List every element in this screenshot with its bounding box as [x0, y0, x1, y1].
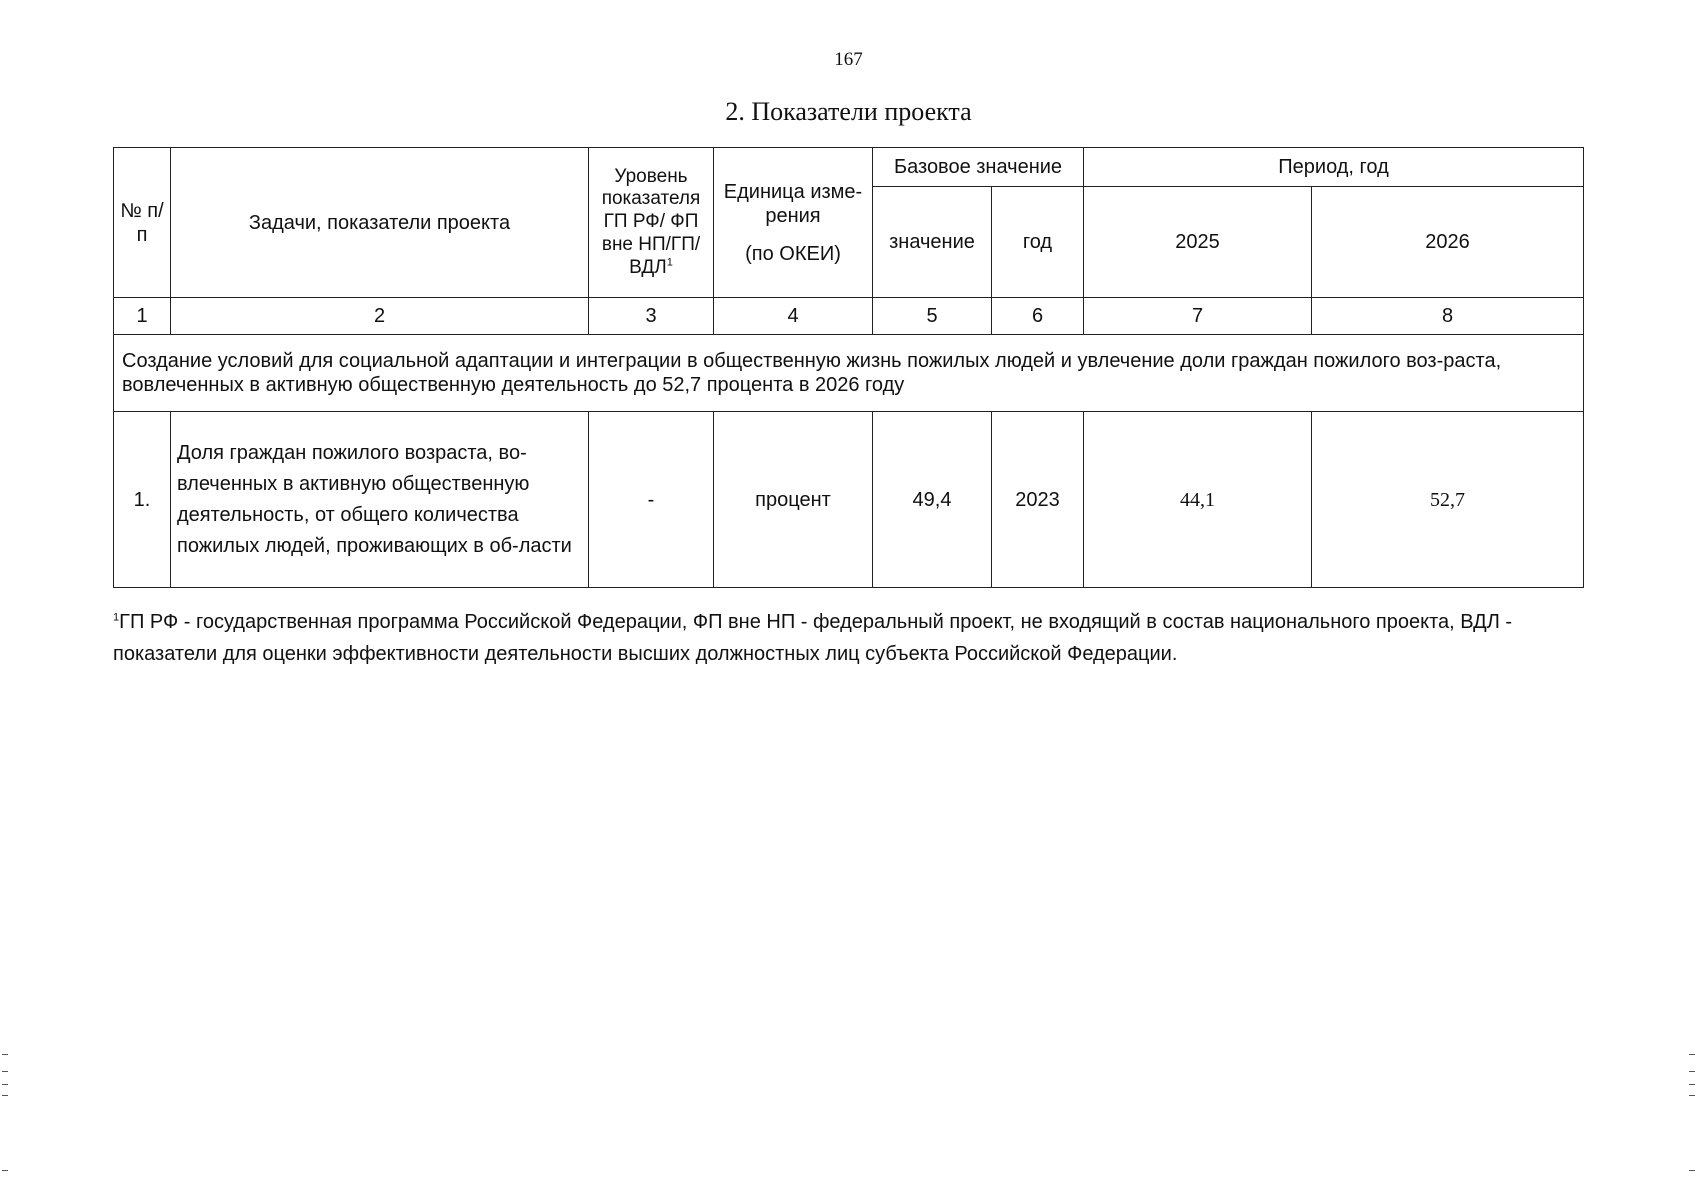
row-level: -: [589, 412, 714, 588]
edge-mark: [1689, 1095, 1695, 1096]
header-unit-line2: (по ОКЕИ): [745, 242, 841, 265]
column-number: 6: [992, 298, 1084, 335]
column-number: 7: [1084, 298, 1312, 335]
indicators-table: [113, 147, 1584, 588]
table-header-row: [114, 148, 1584, 187]
edge-mark: [2, 1054, 8, 1055]
row-task: Доля граждан пожилого возраста, во-влеченных в активную общественную деятельность, от общего количества пожилых людей, проживающих в об-ласти: [171, 412, 589, 588]
page-number: 167: [834, 49, 863, 70]
row-value-2026: 52,7: [1312, 412, 1584, 588]
edge-mark: [1689, 1054, 1695, 1055]
edge-mark: [1689, 1170, 1695, 1171]
column-number: 2: [171, 298, 589, 335]
header-year-2025: 2025: [1084, 187, 1312, 298]
footnote-text: ГП РФ - государственная программа Российской Федерации, ФП вне НП - федеральный проект, не входящий в состав национального проекта, ВДЛ - показатели для оценки эффективности деятельности высших должностных лиц субъекта Российской Федерации.: [113, 611, 1513, 665]
row-base-year: 2023: [992, 412, 1084, 588]
edge-mark: [1689, 1084, 1695, 1085]
edge-mark: [2, 1095, 8, 1096]
edge-mark: [2, 1170, 8, 1171]
header-year-2026: 2026: [1312, 187, 1584, 298]
section-text: Создание условий для социальной адаптации и интеграции в общественную жизнь пожилых людей и увлечение доли граждан пожилого воз-раста, вовлеченных в активную общественную деятельность до 52,7 процента в 2026 году: [114, 335, 1584, 412]
header-level-sup: 1: [666, 256, 673, 269]
header-base-value: значение: [873, 187, 992, 298]
column-number: 3: [589, 298, 714, 335]
header-base-year: год: [992, 187, 1084, 298]
edge-mark: [1689, 1071, 1695, 1072]
header-level-text: Уровень показателя ГП РФ/ ФП вне НП/ГП/ ВДЛ: [601, 165, 701, 278]
row-value-2025: 44,1: [1084, 412, 1312, 588]
row-num: 1.: [114, 412, 171, 588]
row-unit: процент: [714, 412, 873, 588]
table-row: [114, 412, 1584, 588]
header-level: [589, 148, 714, 298]
section-row: [114, 335, 1584, 412]
header-base: Базовое значение: [873, 148, 1084, 187]
header-unit: [714, 148, 873, 298]
header-task: Задачи, показатели проекта: [171, 148, 589, 298]
column-number: 8: [1312, 298, 1584, 335]
edge-mark: [2, 1071, 8, 1072]
footnote-marker: 1: [113, 611, 120, 624]
header-period: Период, год: [1084, 148, 1584, 187]
header-num: № п/п: [114, 148, 171, 298]
column-number-row: [114, 298, 1584, 335]
column-number: 1: [114, 298, 171, 335]
column-number: 5: [873, 298, 992, 335]
header-unit-line1: Единица изме-рения: [723, 180, 863, 227]
column-number: 4: [714, 298, 873, 335]
footnote: [113, 606, 1593, 670]
edge-mark: [2, 1084, 8, 1085]
page-title: 2. Показатели проекта: [725, 97, 972, 126]
row-base-value: 49,4: [873, 412, 992, 588]
